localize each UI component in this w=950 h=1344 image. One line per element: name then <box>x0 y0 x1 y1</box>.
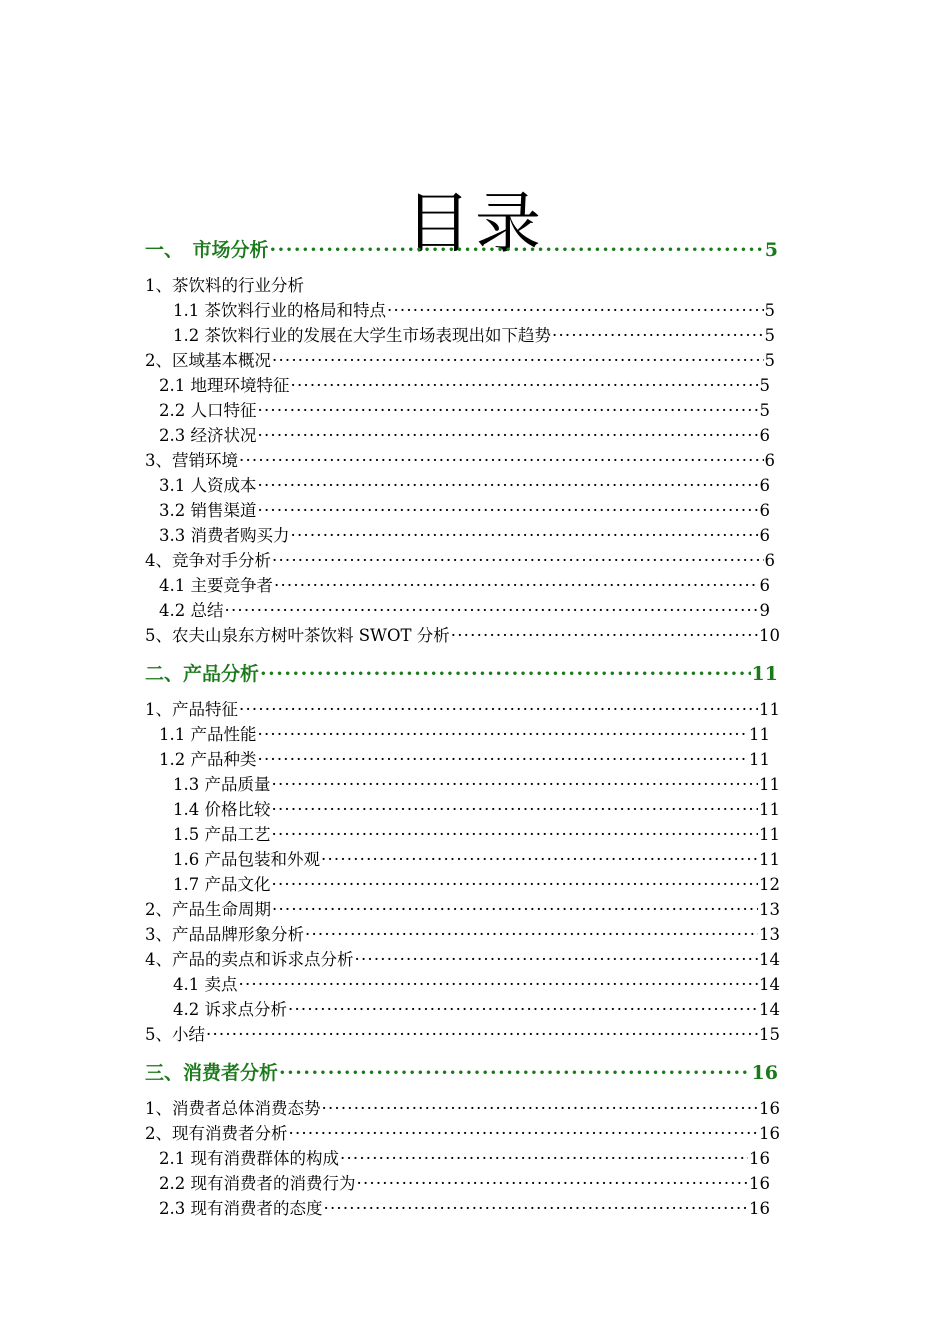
toc-page-number: 10 <box>759 626 780 645</box>
toc-label: 一、 市场分析 <box>145 239 269 261</box>
toc-label: 2.1 现有消费群体的构成 <box>159 1149 339 1168</box>
toc-label: 4、竞争对手分析 <box>145 551 271 570</box>
toc-entry[interactable] <box>145 349 775 373</box>
toc-page-number: 11 <box>759 800 780 819</box>
toc-label: 2、产品生命周期 <box>145 900 271 919</box>
toc-page-number: 14 <box>759 950 780 969</box>
toc-page-number: 6 <box>759 576 770 595</box>
toc-label: 1.4 价格比较 <box>173 800 271 819</box>
toc-leader-dots <box>279 1058 751 1088</box>
toc-entry[interactable] <box>173 873 780 897</box>
toc-entry[interactable] <box>159 499 770 523</box>
toc-leader-dots <box>258 424 759 448</box>
toc-leader-dots <box>291 524 759 548</box>
toc-page-number: 11 <box>759 700 780 719</box>
toc-label: 4、产品的卖点和诉求点分析 <box>145 950 354 969</box>
toc-leader-dots <box>291 374 759 398</box>
toc-leader-dots <box>270 235 764 265</box>
toc-leader-dots <box>258 499 759 523</box>
toc-leader-dots <box>272 823 759 847</box>
toc-page-number: 11 <box>759 775 780 794</box>
toc-entry[interactable] <box>173 973 780 997</box>
toc-label: 2.2 现有消费者的消费行为 <box>159 1174 356 1193</box>
toc-label: 1.2 产品种类 <box>159 750 257 769</box>
toc-label: 3.2 销售渠道 <box>159 501 257 520</box>
toc-label: 1.3 产品质量 <box>173 775 271 794</box>
toc-entry[interactable] <box>145 948 780 972</box>
toc-label: 二、产品分析 <box>145 663 260 685</box>
toc-leader-dots <box>258 748 749 772</box>
toc-page-number: 16 <box>759 1099 780 1118</box>
toc-entry[interactable] <box>145 449 775 473</box>
toc-entry[interactable] <box>145 274 780 298</box>
toc-label: 1.1 茶饮料行业的格局和特点 <box>173 301 386 320</box>
toc-label: 1.7 产品文化 <box>173 875 271 894</box>
toc-label: 1、茶饮料的行业分析 <box>145 276 304 295</box>
toc-label: 1.6 产品包装和外观 <box>173 850 320 869</box>
toc-page-number: 5 <box>764 351 775 370</box>
toc-page-number: 9 <box>759 601 770 620</box>
toc-leader-dots <box>258 723 749 747</box>
toc-page-number: 16 <box>749 1174 770 1193</box>
toc-entry[interactable] <box>145 1122 780 1146</box>
toc-label: 5、农夫山泉东方树叶茶饮料 SWOT 分析 <box>145 626 450 645</box>
toc-label: 4.1 卖点 <box>173 975 238 994</box>
toc-page-number: 14 <box>759 1000 780 1019</box>
toc-entry[interactable] <box>159 1147 770 1171</box>
toc-label: 3、产品品牌形象分析 <box>145 925 304 944</box>
toc-leader-dots <box>305 923 758 947</box>
toc-page-number: 6 <box>759 526 770 545</box>
toc-label: 三、消费者分析 <box>145 1062 279 1084</box>
toc-leader-dots <box>272 773 759 797</box>
toc-entry[interactable] <box>173 823 780 847</box>
toc-page-number: 11 <box>749 750 770 769</box>
toc-leader-dots <box>340 1147 748 1171</box>
toc-page-number: 6 <box>759 501 770 520</box>
toc-label: 2.3 经济状况 <box>159 426 257 445</box>
toc-section-heading[interactable] <box>145 235 778 265</box>
toc-entry[interactable] <box>173 798 780 822</box>
toc-leader-dots <box>552 324 764 348</box>
toc-page-number: 6 <box>764 451 775 470</box>
toc-entry[interactable] <box>145 698 780 722</box>
toc-page-number: 13 <box>759 900 780 919</box>
toc-label: 3.3 消费者购买力 <box>159 526 290 545</box>
toc-leader-dots <box>321 848 758 872</box>
toc-entry[interactable] <box>159 474 770 498</box>
toc-entry[interactable] <box>145 1097 780 1121</box>
toc-page-number: 5 <box>764 301 775 320</box>
toc-page-number: 16 <box>749 1199 770 1218</box>
page-title: 目录 <box>405 185 545 263</box>
toc-leader-dots <box>239 973 759 997</box>
toc-page-number: 15 <box>759 1025 780 1044</box>
toc-leader-dots <box>260 659 751 689</box>
toc-leader-dots <box>288 998 758 1022</box>
toc-section-heading[interactable] <box>145 659 778 689</box>
toc-leader-dots <box>324 1197 749 1221</box>
toc-entry[interactable] <box>159 524 770 548</box>
toc-entry[interactable] <box>159 1197 770 1221</box>
toc-page-number: 11 <box>749 725 770 744</box>
toc-entry[interactable] <box>173 299 775 323</box>
toc-page-number: 14 <box>759 975 780 994</box>
toc-leader-dots <box>272 898 758 922</box>
toc-page-number: 6 <box>759 476 770 495</box>
toc-label: 4.1 主要竞争者 <box>159 576 273 595</box>
toc-leader-dots <box>357 1172 749 1196</box>
toc-page-number: 11 <box>759 825 780 844</box>
toc-label: 2.3 现有消费者的态度 <box>159 1199 323 1218</box>
toc-leader-dots <box>272 349 764 373</box>
toc-page-number: 5 <box>764 326 775 345</box>
toc-leader-dots <box>272 549 764 573</box>
toc-leader-dots <box>206 1023 758 1047</box>
toc-label: 3、营销环境 <box>145 451 238 470</box>
toc-entry[interactable] <box>145 923 780 947</box>
toc-page-number: 16 <box>751 1062 778 1084</box>
toc-label: 2.2 人口特征 <box>159 401 257 420</box>
toc-leader-dots <box>355 948 759 972</box>
toc-page-number: 16 <box>759 1124 780 1143</box>
toc-leader-dots <box>239 449 764 473</box>
toc-label: 1.1 产品性能 <box>159 725 257 744</box>
toc-page-number: 5 <box>764 239 778 261</box>
toc-label: 2.1 地理环境特征 <box>159 376 290 395</box>
toc-label: 2、区域基本概况 <box>145 351 271 370</box>
toc-entry[interactable] <box>159 723 770 747</box>
toc-entry[interactable] <box>173 848 780 872</box>
toc-label: 4.2 诉求点分析 <box>173 1000 287 1019</box>
toc-label: 3.1 人资成本 <box>159 476 257 495</box>
toc-leader-dots <box>451 624 758 648</box>
toc-entry[interactable] <box>145 1023 780 1047</box>
toc-page-number: 5 <box>759 376 770 395</box>
toc-section-heading[interactable] <box>145 1058 778 1088</box>
toc-page-number: 11 <box>751 663 778 685</box>
toc-label: 1、产品特征 <box>145 700 238 719</box>
toc-leader-dots <box>258 399 759 423</box>
toc-entry[interactable] <box>159 424 770 448</box>
toc-leader-dots <box>289 1122 759 1146</box>
toc-entry[interactable] <box>145 898 780 922</box>
toc-entry[interactable] <box>159 399 770 423</box>
toc-page-number: 13 <box>759 925 780 944</box>
toc-label: 5、小结 <box>145 1025 205 1044</box>
toc-page-number: 11 <box>759 850 780 869</box>
toc-leader-dots <box>272 798 759 822</box>
toc-entry[interactable] <box>173 998 780 1022</box>
toc-leader-dots <box>239 698 758 722</box>
toc-label: 4.2 总结 <box>159 601 224 620</box>
toc-page-number: 6 <box>759 426 770 445</box>
toc-entry[interactable] <box>159 374 770 398</box>
toc-leader-dots <box>387 299 764 323</box>
toc-entry[interactable] <box>145 549 775 573</box>
toc-leader-dots <box>272 873 759 897</box>
toc-page-number: 16 <box>749 1149 770 1168</box>
toc-entry[interactable] <box>159 748 770 772</box>
toc-entry[interactable] <box>145 624 780 648</box>
toc-leader-dots <box>258 474 759 498</box>
toc-entry[interactable] <box>173 773 780 797</box>
toc-entry[interactable] <box>159 599 770 623</box>
toc-label: 1、消费者总体消费态势 <box>145 1099 321 1118</box>
toc-leader-dots <box>274 574 759 598</box>
toc-page-number: 12 <box>759 875 780 894</box>
toc-entry[interactable] <box>173 324 775 348</box>
toc-page-number: 6 <box>764 551 775 570</box>
toc-entry[interactable] <box>159 574 770 598</box>
toc-label: 1.5 产品工艺 <box>173 825 271 844</box>
toc-leader-dots <box>322 1097 759 1121</box>
toc-entry[interactable] <box>159 1172 770 1196</box>
toc-label: 2、现有消费者分析 <box>145 1124 288 1143</box>
toc-page-number: 5 <box>759 401 770 420</box>
toc-leader-dots <box>225 599 759 623</box>
toc-label: 1.2 茶饮料行业的发展在大学生市场表现出如下趋势 <box>173 326 551 345</box>
